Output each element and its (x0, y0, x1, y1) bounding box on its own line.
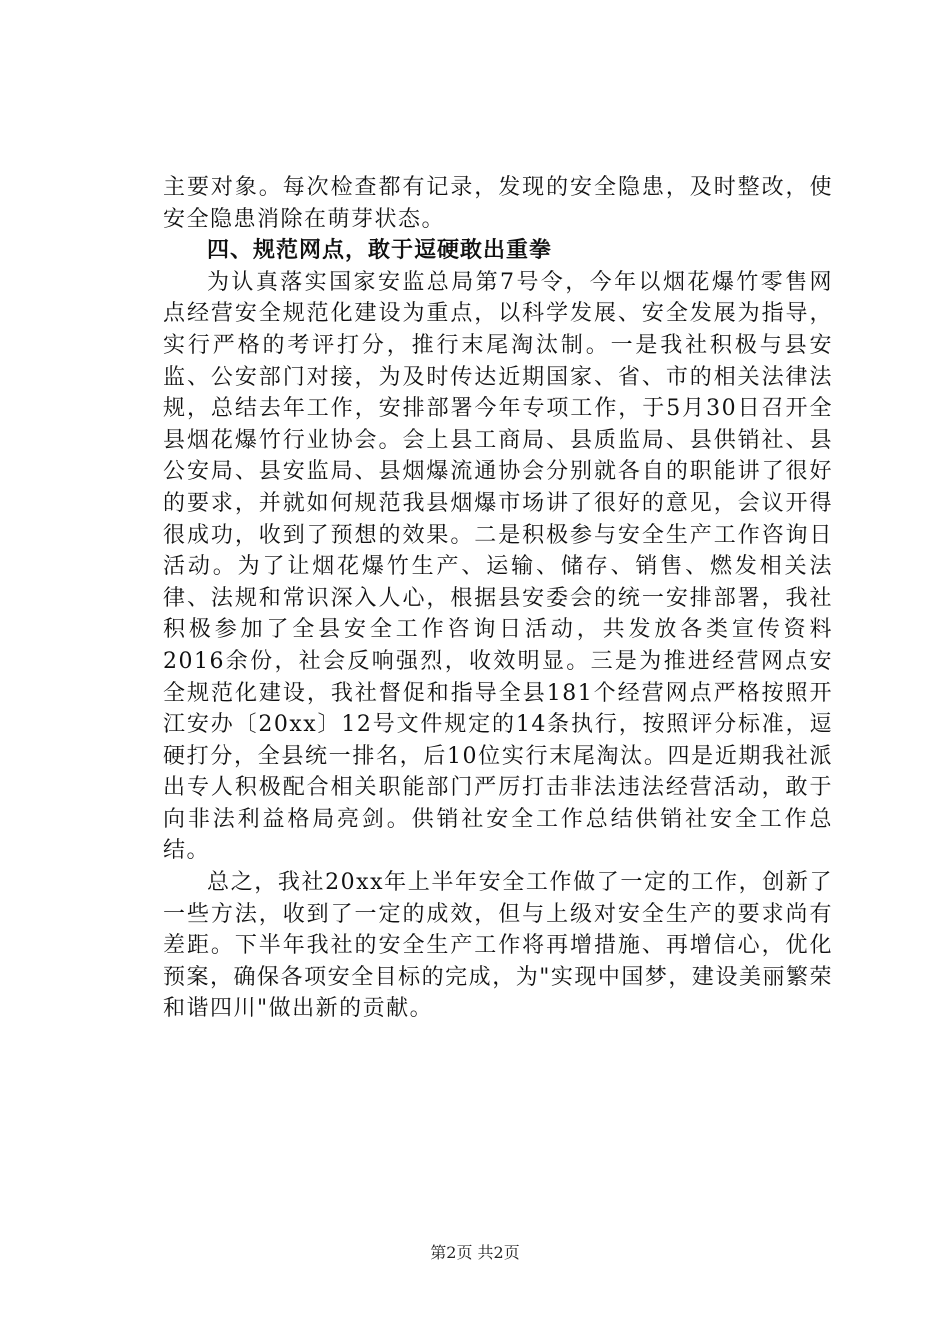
page-footer: 第2页 共2页 (430, 1243, 520, 1262)
section-heading: 四、规范网点，敢于逗硬敢出重拳 (207, 238, 553, 264)
paragraph-3: 总之，我社20xx年上半年安全工作做了一定的工作，创新了一些方法，收到了一定的成效，但与上级对安全生产的要求尚有差距。下半年我社的安全生产工作将再增措施、再增信心，优化预案，确保各项安全目标的完成，为"实现中国梦，建设美丽繁荣和谐四川"做出新的贡献。 (163, 870, 833, 1022)
paragraph-1: 主要对象。每次检查都有记录，发现的安全隐患，及时整改，使安全隐患消除在萌芽状态。 (163, 175, 833, 232)
paragraph-2: 为认真落实国家安监总局第7号令，今年以烟花爆竹零售网点经营安全规范化建设为重点，以科学发展、安全发展为指导，实行严格的考评打分，推行末尾淘汰制。一是我社积极与县安监、公安部门对接，为及时传达近期国家、省、市的相关法律法规，总结去年工作，安排部署今年专项工作，于5月30日召开全县烟花爆竹行业协会。会上县工商局、县质监局、县供销社、县公安局、县安监局、县烟爆流通协会分别就各自的职能讲了很好的要求，并就如何规范我县烟爆市场讲了很好的意见，会议开得很成功，收到了预想的效果。二是积极参与安全生产工作咨询日活动。为了让烟花爆竹生产、运输、储存、销售、燃发相关法律、法规和常识深入人心，根据县安委会的统一安排部署，我社积极参加了全县安全工作咨询日活动，共发放各类宣传资料2016余份，社会反响强烈，收效明显。三是为推进经营网点安全规范化建设，我社督促和指导全县181个经营网点严格按照开江安办〔20xx〕12号文件规定的14条执行，按照评分标准，逗硬打分，全县统一排名，后10位实行末尾淘汰。四是近期我社派出专人积极配合相关职能部门严厉打击非法违法经营活动，敢于向非法利益格局亮剑。供销社安全工作总结供销社安全工作总结。 (163, 269, 833, 864)
document-body (163, 172, 833, 1025)
